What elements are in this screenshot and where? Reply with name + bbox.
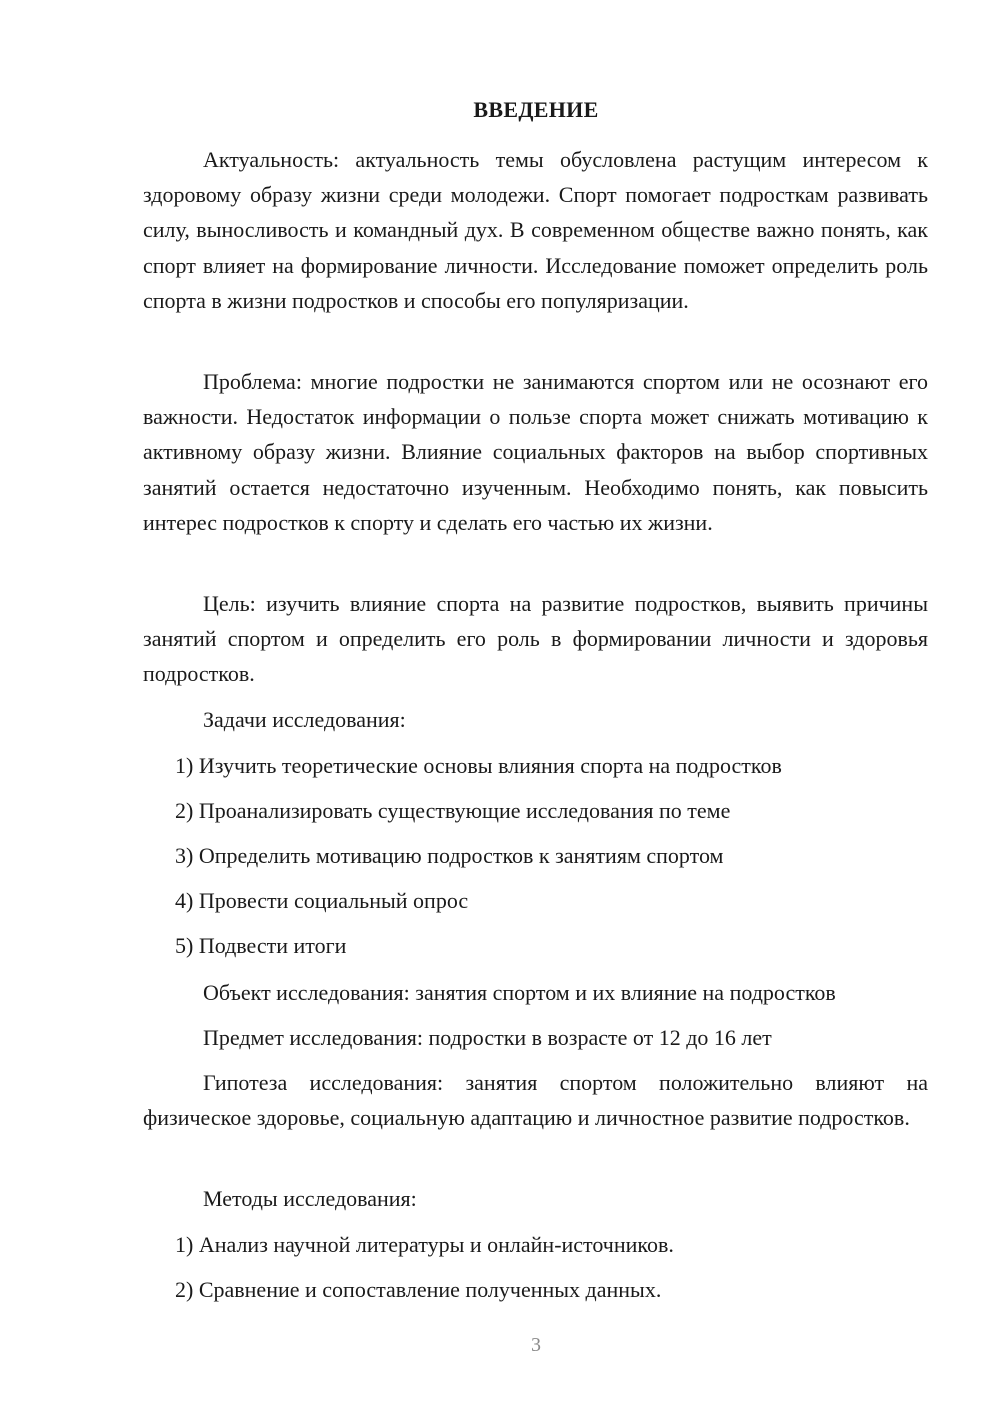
page-number: 3 [531,1334,541,1356]
task-item: 3) Определить мотивацию подростков к занятиям спортом [175,843,724,868]
section-title: ВВЕДЕНИЕ [473,97,599,122]
relevance-text: Актуальность: актуальность темы обусловлена растущим интересом к здоровому образу жизни среди молодежи. Спорт помогает подросткам развивать силу, выносливость и командный дух. В современном обществе важно понять, как спорт влияет на формирование личности. Исследование поможет определить роль спорта в жизни подростков и способы его популяризации. [143,147,928,313]
task-item: 1) Изучить теоретические основы влияния спорта на подростков [175,753,782,778]
method-item: 2) Сравнение и сопоставление полученных данных. [175,1277,662,1302]
hypothesis-paragraph [143,1065,928,1135]
research-object: Объект исследования: занятия спортом и их влияние на подростков [203,980,836,1005]
relevance-paragraph [143,142,928,318]
methods-heading: Методы исследования: [203,1186,417,1211]
problem-paragraph [143,364,928,540]
goal-paragraph [143,586,928,692]
method-item: 1) Анализ научной литературы и онлайн-источников. [175,1232,674,1257]
problem-text: Проблема: многие подростки не занимаются спортом или не осознают его важности. Недостаток информации о пользе спорта может снижать мотивацию к активному образу жизни. Влияние социальных факторов на выбор спортивных занятий остается недостаточно изученным. Необходимо понять, как повысить интерес подростков к спорту и сделать его частью их жизни. [143,369,928,535]
task-item: 4) Провести социальный опрос [175,888,469,913]
goal-text: Цель: изучить влияние спорта на развитие подростков, выявить причины занятий спортом и определить его роль в формировании личности и здоровья подростков. [143,591,928,687]
research-subject: Предмет исследования: подростки в возрасте от 12 до 16 лет [203,1025,772,1050]
tasks-heading: Задачи исследования: [203,707,406,732]
task-item: 5) Подвести итоги [175,933,347,958]
task-item: 2) Проанализировать существующие исследования по теме [175,798,731,823]
hypothesis-text: Гипотеза исследования: занятия спортом положительно влияют на физическое здоровье, социальную адаптацию и личностное развитие подростков. [143,1070,928,1131]
